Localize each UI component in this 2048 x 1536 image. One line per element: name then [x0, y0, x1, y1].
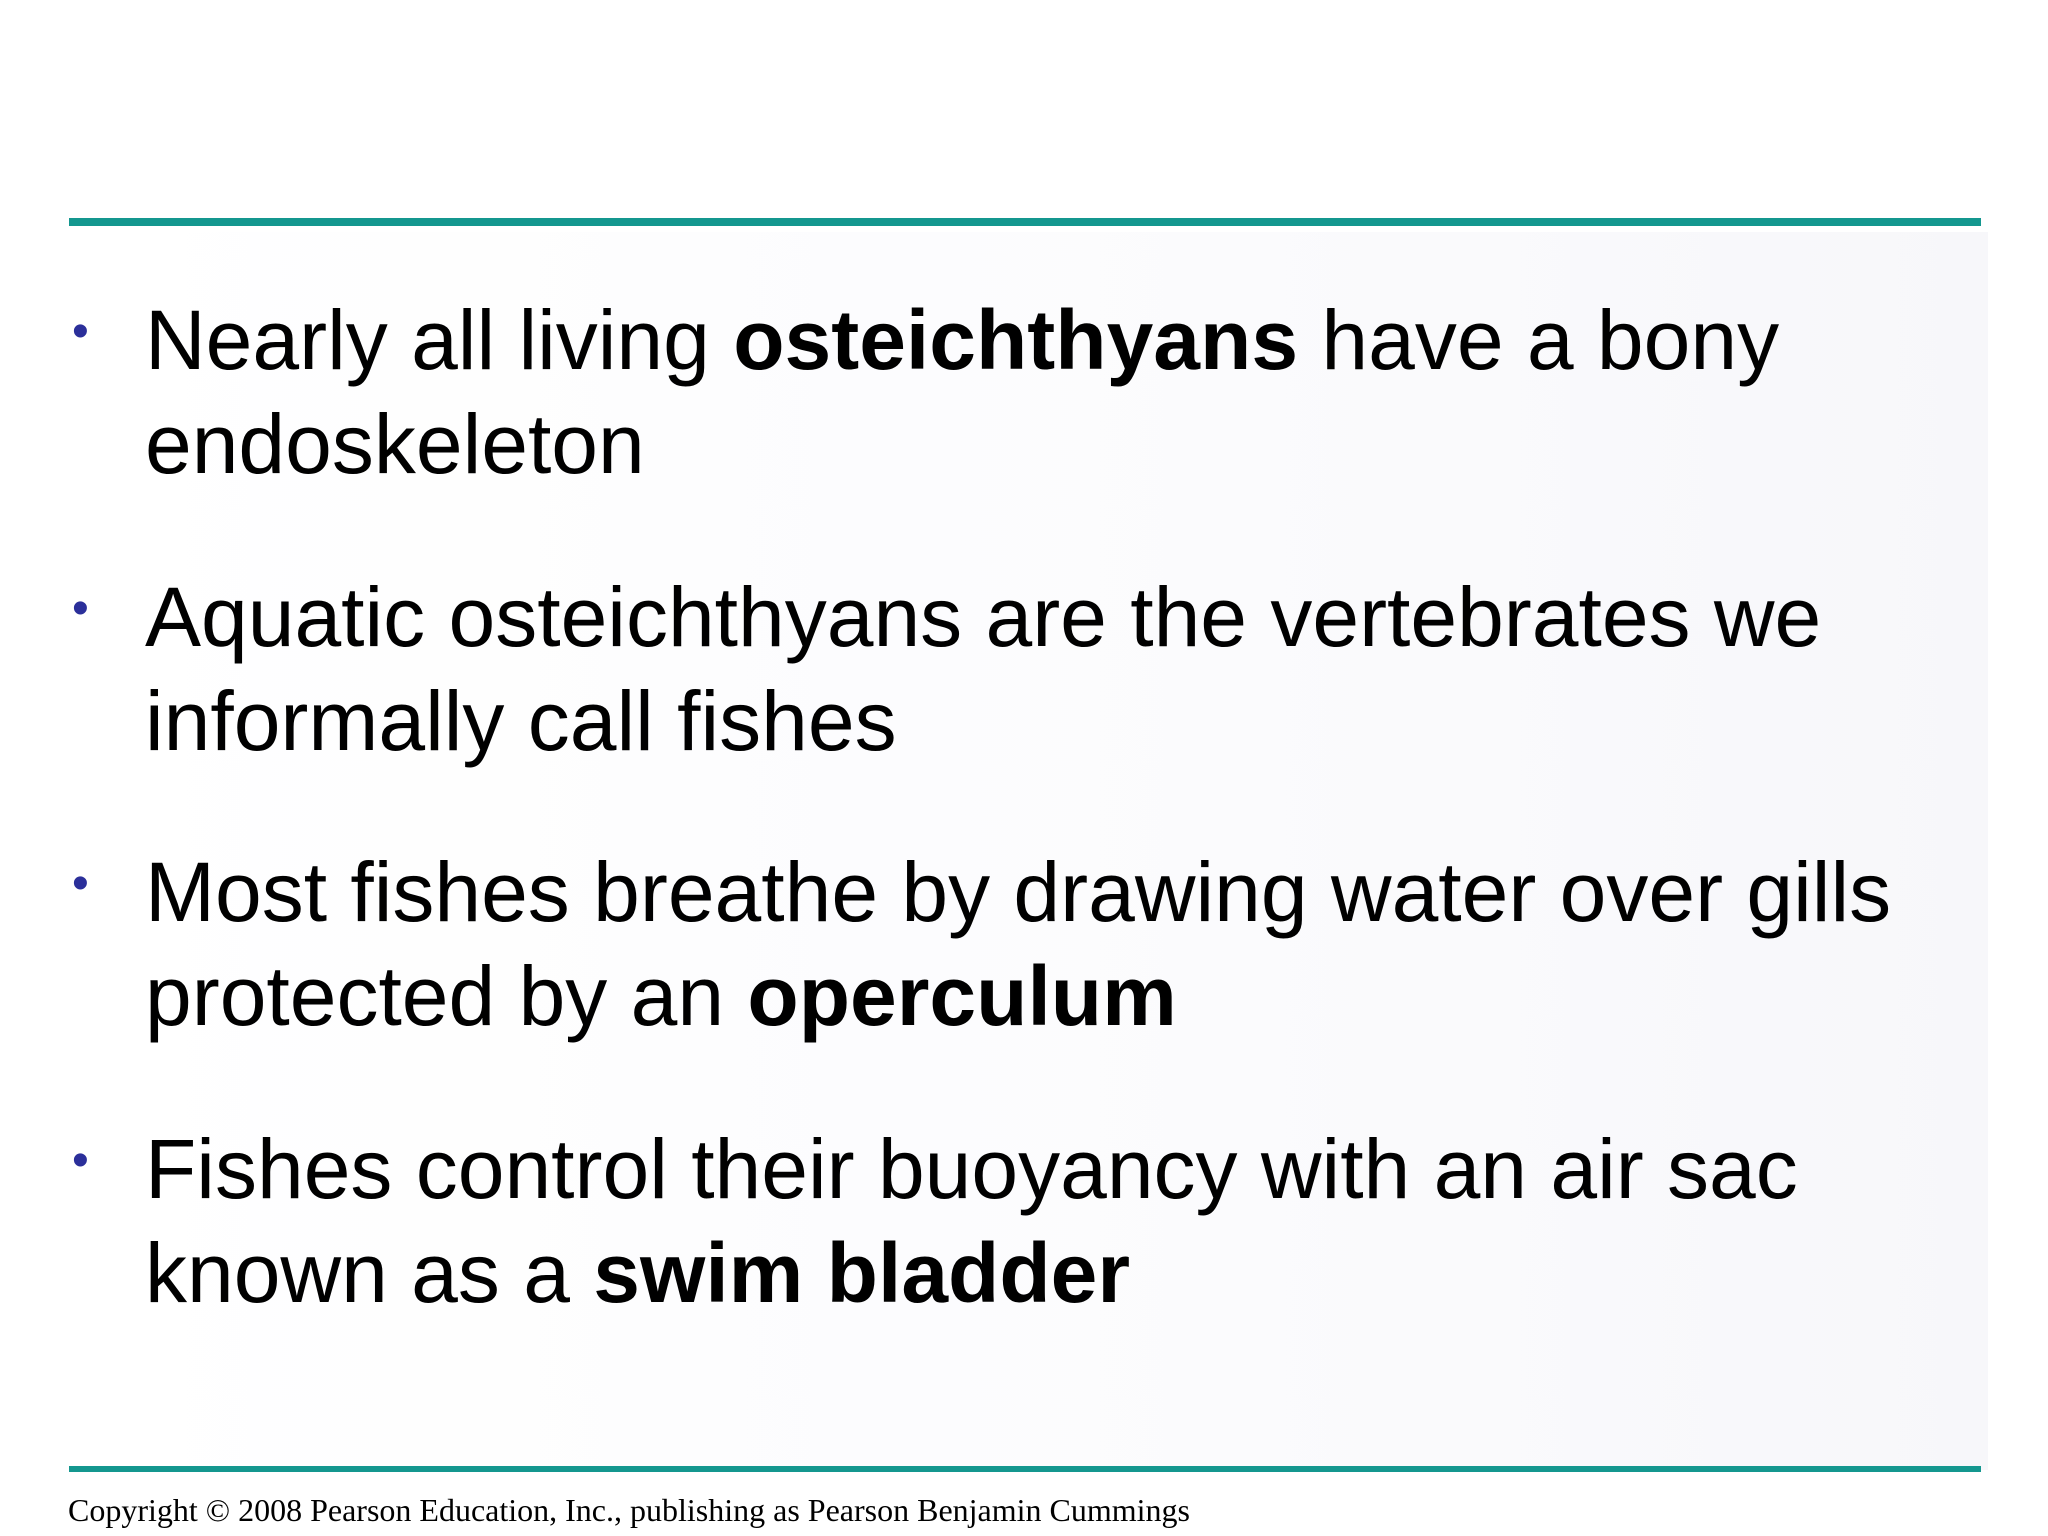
top-divider: [69, 218, 1981, 226]
bullet-1-segment-1: Nearly all living: [145, 293, 734, 387]
bullet-3-term-operculum: operculum: [747, 949, 1177, 1043]
bullet-2-segment-1: Aquatic osteichthyans are the vertebrates we informally call fishes: [145, 570, 1822, 768]
bullet-4-segment-1: Fishes control their buoyancy with an air sac known as a: [145, 1122, 1798, 1320]
bottom-divider: [69, 1466, 1981, 1472]
bullet-icon: •: [72, 582, 89, 635]
copyright-notice: Copyright © 2008 Pearson Education, Inc., publishing as Pearson Benjamin Cummings: [68, 1492, 1190, 1528]
bullet-1-term-osteichthyans: osteichthyans: [733, 293, 1299, 387]
bullet-text-2: [145, 565, 1965, 773]
bullet-4-term-swim-bladder: swim bladder: [593, 1226, 1131, 1320]
bullet-3-segment-1: Most fishes breathe by drawing water over gills protected by an: [145, 845, 1892, 1043]
bullet-text-1: [145, 288, 1965, 496]
bullet-icon: •: [72, 305, 89, 358]
bullet-text-4: [145, 1117, 1965, 1325]
bullet-icon: •: [72, 1134, 89, 1187]
bullet-icon: •: [72, 857, 89, 910]
bullet-text-3: [145, 840, 1965, 1048]
bullet-1-segment-3: have a bony endoskeleton: [145, 293, 1780, 491]
